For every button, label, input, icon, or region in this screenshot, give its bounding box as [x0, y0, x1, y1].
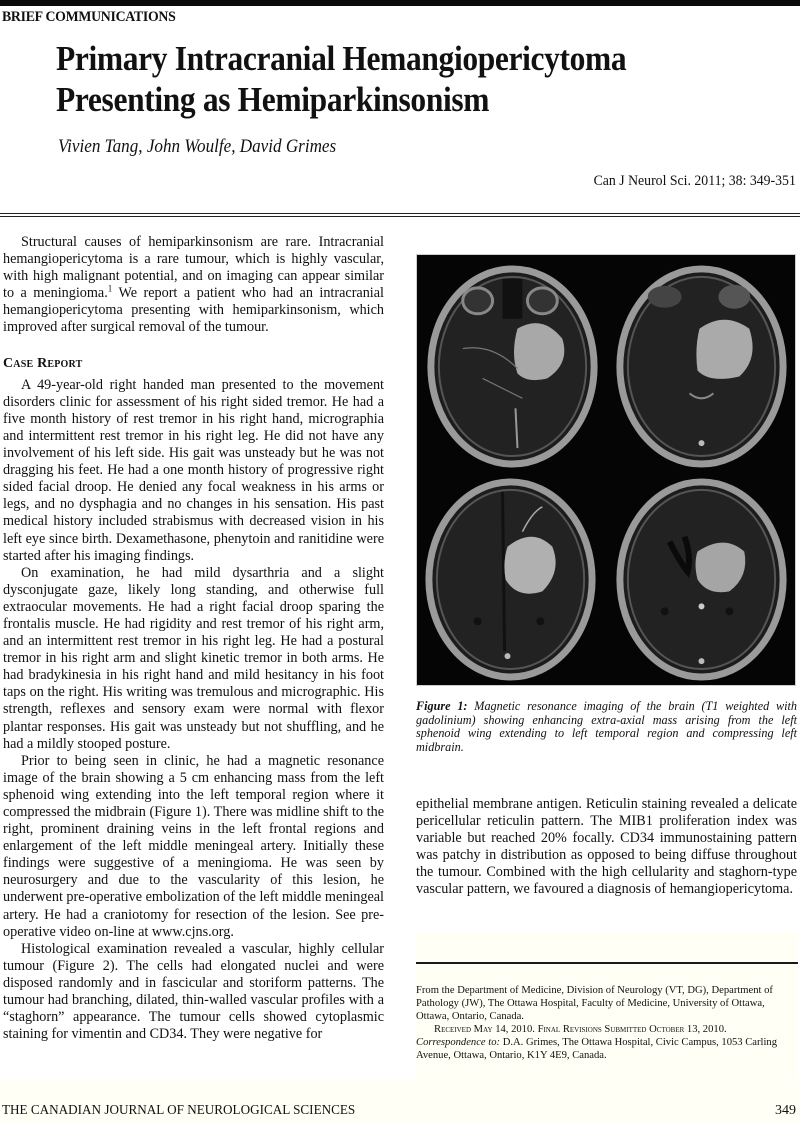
article-title [56, 38, 704, 120]
right-column [416, 796, 797, 899]
intro-text-cont: We report a patient who had an intracranial hemangiopericytoma presenting with hemiparkinsonism, which improved after surgical removal of the tumour. [3, 285, 384, 336]
figure-caption [416, 700, 797, 754]
mri-image [421, 472, 604, 681]
affiliation: From the Department of Medicine, Division of Neurology (VT, DG), Department of Pathology (JW), The Ottawa Hospital, Faculty of Medicine, University of Ottawa, Ottawa, Ontario, Canada. [416, 985, 773, 1022]
journal-citation: Can J Neurol Sci. 2011; 38: 349-351 [593, 173, 796, 189]
page-number: 349 [775, 1103, 796, 1118]
section-heading-case-report: Case Report [3, 355, 83, 371]
body-paragraph: A 49-year-old right handed man presented to the movement disorders clinic for assessment of his right sided tremor. He had a five month history of rest tremor in his right hand, micrographia and intermittent rest tremor in his right leg. He did not have any involvement of his left side. His gait was unsteady but he was not dragging his feet. He had a one month history of progressive right sided facial droop. He denied any focal weakness in his arms or legs, and no dysphagia and no changes in his sensation. His past medical history included strabismus with decreased vision in his left eye since birth. Dexamethasone, phenytoin and ranitidine were started after his imaging findings. [3, 376, 384, 564]
correspondence-label: Correspondence to: [416, 1037, 501, 1048]
footer-journal-name: THE CANADIAN JOURNAL OF NEUROLOGICAL SCIENCES [2, 1103, 356, 1118]
body-paragraph: Prior to being seen in clinic, he had a magnetic resonance image of the brain showing a 5 cm enhancing mass from the left sphenoid wing extending into the left temporal region where it compressed the midbrain (Figure 1). There was midline shift to the right, prominent draining veins in the left frontal regions and enlargement of the left middle meningeal artery. Initially these findings were suggestive of a meningioma. He was seen by neurosurgery and due to the vascularity of this lesion, he underwent pre-operative embolization of the left middle meningeal artery. He had a craniotomy for resection of the lesion. See pre-operative video on-line at www.cjns.org. [3, 752, 384, 940]
footnote-block [416, 984, 800, 1062]
title-line-1: Primary Intracranial Hemangiopericytoma [56, 39, 627, 78]
mri-image [608, 259, 791, 468]
mri-image [421, 259, 604, 468]
footnote-divider [416, 962, 798, 964]
body-paragraph: epithelial membrane antigen. Reticulin staining revealed a delicate pericellular reticulin pattern. The MIB1 proliferation index was variable but reached 20% focally. CD34 immunostaining pattern was patchy in distribution as opposed to being diffuse throughout the tumour. Combined with the high cellularity and staghorn-type vascular pattern, we favoured a diagnosis of hemangiopericytoma. [416, 796, 797, 898]
mri-image [608, 472, 791, 681]
intro-text: Structural causes of hemiparkinsonism are rare. Intracranial hemangiopericytoma is a rare tumour, which is highly vascular, with high malignant potential, and on imaging can appear similar to a meningioma. [3, 234, 384, 302]
section-label: BRIEF COMMUNICATIONS [2, 9, 176, 25]
author-list: Vivien Tang, John Woulfe, David Grimes [58, 136, 337, 157]
left-column [3, 234, 384, 1043]
mri-panel-1 [421, 259, 604, 468]
mri-panel-4 [608, 472, 791, 681]
figure-1-mri-grid [416, 254, 796, 686]
body-paragraph: On examination, he had mild dysarthria and a slight dysconjugate gaze, likely long standing, and otherwise full extraocular movements. He had a right facial droop sparing the frontalis muscle. He had rigidity and rest tremor of his right arm, and an intermittent rest tremor in his right leg. He had a postural tremor in his right arm and slight kinetic tremor in both arms. He had bradykinesia in his right hand and mild hesitancy in his foot taps on the right. His writing was tremulous and micrographic. His strength, reflexes and sensory exam were normal with flexor plantar responses. His gait was unsteady but not shuffling, and he had a mildly stooped posture. [3, 564, 384, 752]
intro-paragraph [3, 234, 384, 337]
correspondence [416, 1036, 800, 1062]
caption-text: Magnetic resonance imaging of the brain (T1 weighted with gadolinium) showing enhancing extra-axial mass arising from the left sphenoid wing extending to left temporal region and compressing left midbrain. [416, 699, 797, 754]
mri-panel-3 [421, 472, 604, 681]
reference-marker[interactable]: 1 [107, 283, 113, 294]
caption-label: Figure 1: [416, 699, 468, 713]
correspondence-address: D.A. Grimes, The Ottawa Hospital, Civic Campus, 1053 Carling Avenue, Ottawa, Ontario, K1Y 4E9, Canada. [416, 1037, 778, 1061]
title-line-2: Presenting as Hemiparkinsonism [56, 80, 490, 119]
received-dates: Received May 14, 2010. Final Revisions Submitted October 13, 2010. [434, 1024, 727, 1035]
header-divider [0, 213, 800, 217]
mri-panel-2 [608, 259, 791, 468]
top-rule [0, 0, 800, 6]
body-paragraph: Histological examination revealed a vascular, highly cellular tumour (Figure 2). The cells had elongated nuclei and were disposed randomly and in fascicular and storiform patterns. The tumour had branching, dilated, thin-walled vascular profiles with a “staghorn” appearance. The tumour cells showed cytoplasmic staining for vimentin and CD34. They were negative for [3, 940, 384, 1043]
